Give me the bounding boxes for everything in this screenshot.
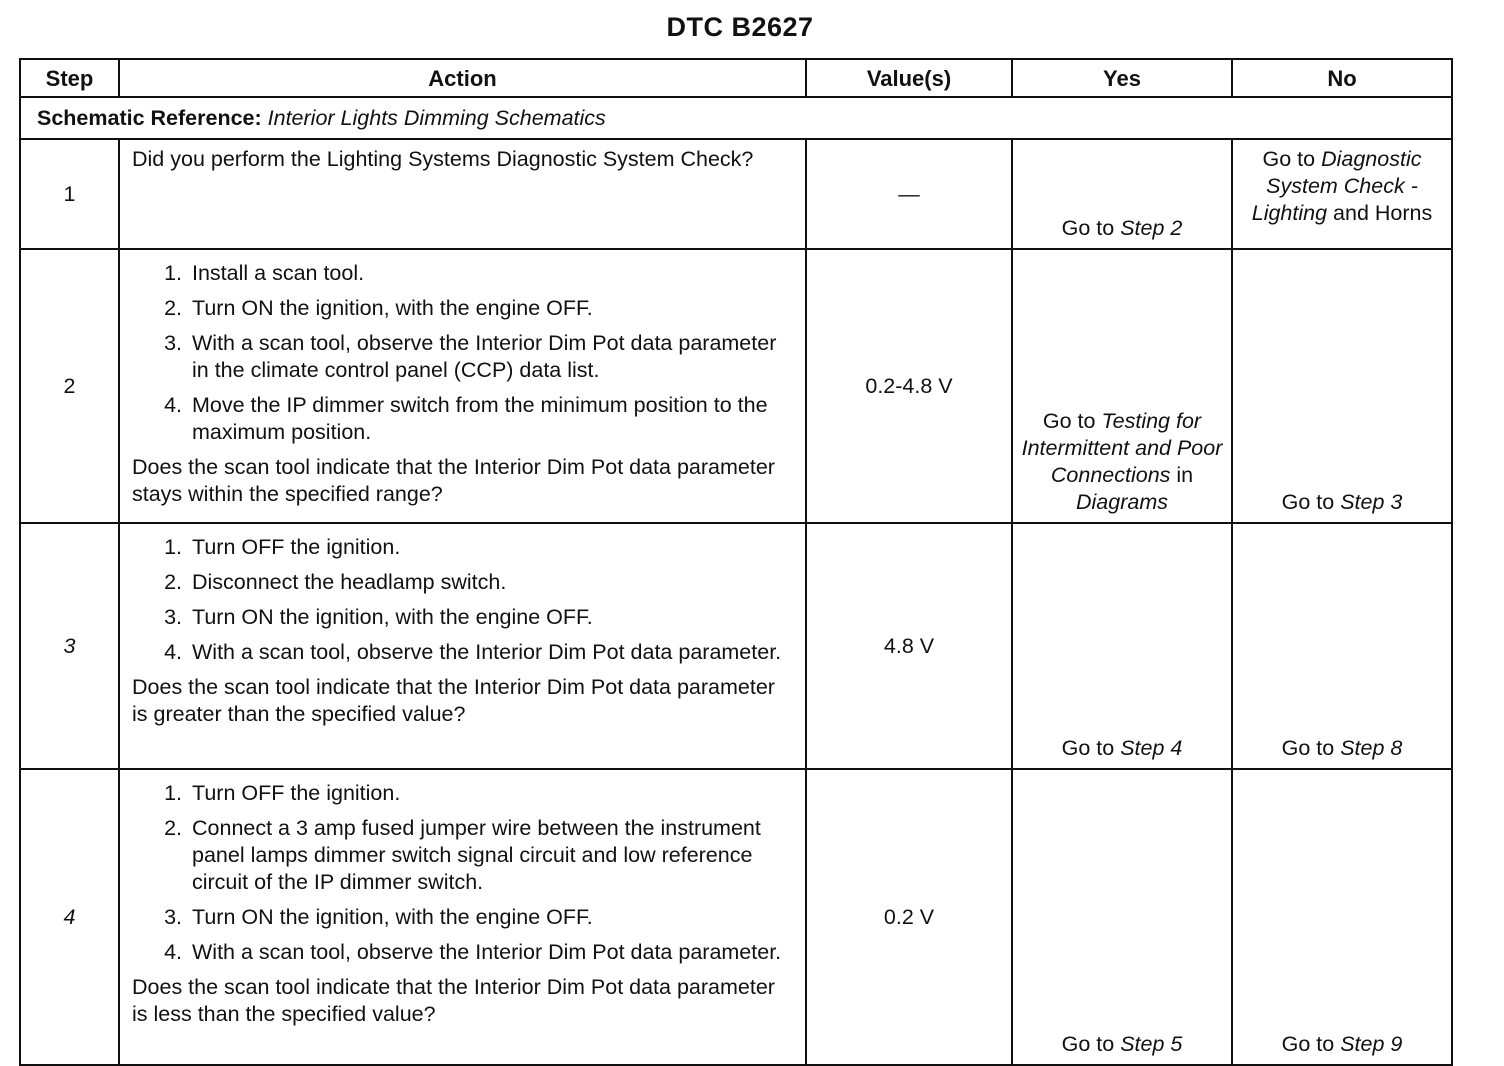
substep: 4. With a scan tool, observe the Interior Dim Pot data parameter. bbox=[188, 639, 793, 666]
no-link[interactable]: Step 9 bbox=[1340, 1032, 1403, 1056]
schematic-reference-row bbox=[20, 97, 1452, 139]
substep-list bbox=[132, 260, 793, 446]
schematic-reference-link[interactable]: Interior Lights Dimming Schematics bbox=[267, 105, 606, 130]
header-action: Action bbox=[119, 59, 806, 97]
substep: 4. Move the IP dimmer switch from the minimum position to the maximum position. bbox=[188, 392, 793, 446]
substep: 3. With a scan tool, observe the Interior Dim Pot data parameter in the climate control panel (CCP) data list. bbox=[188, 330, 793, 384]
no-cell bbox=[1232, 249, 1452, 523]
schematic-reference-label: Schematic Reference: bbox=[37, 105, 262, 130]
yes-cell bbox=[1012, 523, 1232, 769]
step-number: 2 bbox=[20, 249, 119, 523]
substep: 3. Turn ON the ignition, with the engine OFF. bbox=[188, 904, 793, 931]
yes-link-diagrams[interactable]: Diagrams bbox=[1076, 490, 1168, 514]
step-number: 4 bbox=[20, 769, 119, 1065]
yes-cell bbox=[1012, 139, 1232, 249]
no-link[interactable]: Diagnostic System Check - Lighting bbox=[1251, 147, 1422, 225]
no-cell bbox=[1232, 769, 1452, 1065]
no-link[interactable]: Step 3 bbox=[1340, 490, 1403, 514]
action-question: Does the scan tool indicate that the Interior Dim Pot data parameter is less than the specified value? bbox=[132, 975, 775, 1026]
yes-link[interactable]: Step 5 bbox=[1120, 1032, 1183, 1056]
action-question: Did you perform the Lighting Systems Diagnostic System Check? bbox=[132, 147, 754, 171]
action-cell bbox=[119, 139, 806, 249]
schematic-reference bbox=[20, 97, 1452, 139]
table-row bbox=[20, 523, 1452, 769]
header-row bbox=[20, 59, 1452, 97]
yes-prefix: Go to bbox=[1061, 1032, 1115, 1056]
action-question: Does the scan tool indicate that the Interior Dim Pot data parameter stays within the specified range? bbox=[132, 455, 775, 506]
yes-link[interactable]: Testing for Intermittent and Poor Connections bbox=[1021, 409, 1223, 487]
substep-list bbox=[132, 780, 793, 966]
no-prefix: Go to bbox=[1262, 147, 1316, 171]
no-prefix: Go to bbox=[1281, 1032, 1335, 1056]
action-question: Does the scan tool indicate that the Interior Dim Pot data parameter is greater than the specified value? bbox=[132, 675, 775, 726]
substep: 4. With a scan tool, observe the Interior Dim Pot data parameter. bbox=[188, 939, 793, 966]
no-link[interactable]: Step 8 bbox=[1340, 736, 1403, 760]
yes-cell bbox=[1012, 769, 1232, 1065]
substep: 3. Turn ON the ignition, with the engine OFF. bbox=[188, 604, 793, 631]
value-cell: 0.2 V bbox=[806, 769, 1012, 1065]
no-prefix: Go to bbox=[1281, 736, 1335, 760]
header-yes: Yes bbox=[1012, 59, 1232, 97]
no-prefix: Go to bbox=[1281, 490, 1335, 514]
no-cell bbox=[1232, 139, 1452, 249]
substep: 2. Connect a 3 amp fused jumper wire between the instrument panel lamps dimmer switch signal circuit and low reference circuit of the IP dimmer switch. bbox=[188, 815, 793, 896]
header-no: No bbox=[1232, 59, 1452, 97]
no-cell bbox=[1232, 523, 1452, 769]
step-number: 3 bbox=[20, 523, 119, 769]
action-cell bbox=[119, 523, 806, 769]
table-row bbox=[20, 249, 1452, 523]
value-cell: 0.2-4.8 V bbox=[806, 249, 1012, 523]
no-suffix: and Horns bbox=[1333, 201, 1433, 225]
header-step: Step bbox=[20, 59, 119, 97]
diagnostic-table bbox=[19, 58, 1453, 1066]
yes-cell bbox=[1012, 249, 1232, 523]
substep-list bbox=[132, 534, 793, 666]
substep: 2. Turn ON the ignition, with the engine OFF. bbox=[188, 295, 793, 322]
table-row bbox=[20, 769, 1452, 1065]
step-number: 1 bbox=[20, 139, 119, 249]
yes-link[interactable]: Step 2 bbox=[1120, 216, 1183, 240]
page-title: DTC B2627 bbox=[666, 12, 814, 42]
substep: 1. Turn OFF the ignition. bbox=[188, 780, 793, 807]
table-row bbox=[20, 139, 1452, 249]
yes-prefix: Go to bbox=[1061, 736, 1115, 760]
substep: 2. Disconnect the headlamp switch. bbox=[188, 569, 793, 596]
yes-link[interactable]: Step 4 bbox=[1120, 736, 1183, 760]
action-cell bbox=[119, 769, 806, 1065]
yes-middle: in bbox=[1176, 463, 1194, 487]
header-values: Value(s) bbox=[806, 59, 1012, 97]
value-cell: — bbox=[806, 139, 1012, 249]
action-cell bbox=[119, 249, 806, 523]
substep: 1. Turn OFF the ignition. bbox=[188, 534, 793, 561]
yes-prefix: Go to bbox=[1061, 216, 1115, 240]
value-cell: 4.8 V bbox=[806, 523, 1012, 769]
yes-prefix: Go to bbox=[1042, 409, 1096, 433]
substep: 1. Install a scan tool. bbox=[188, 260, 793, 287]
